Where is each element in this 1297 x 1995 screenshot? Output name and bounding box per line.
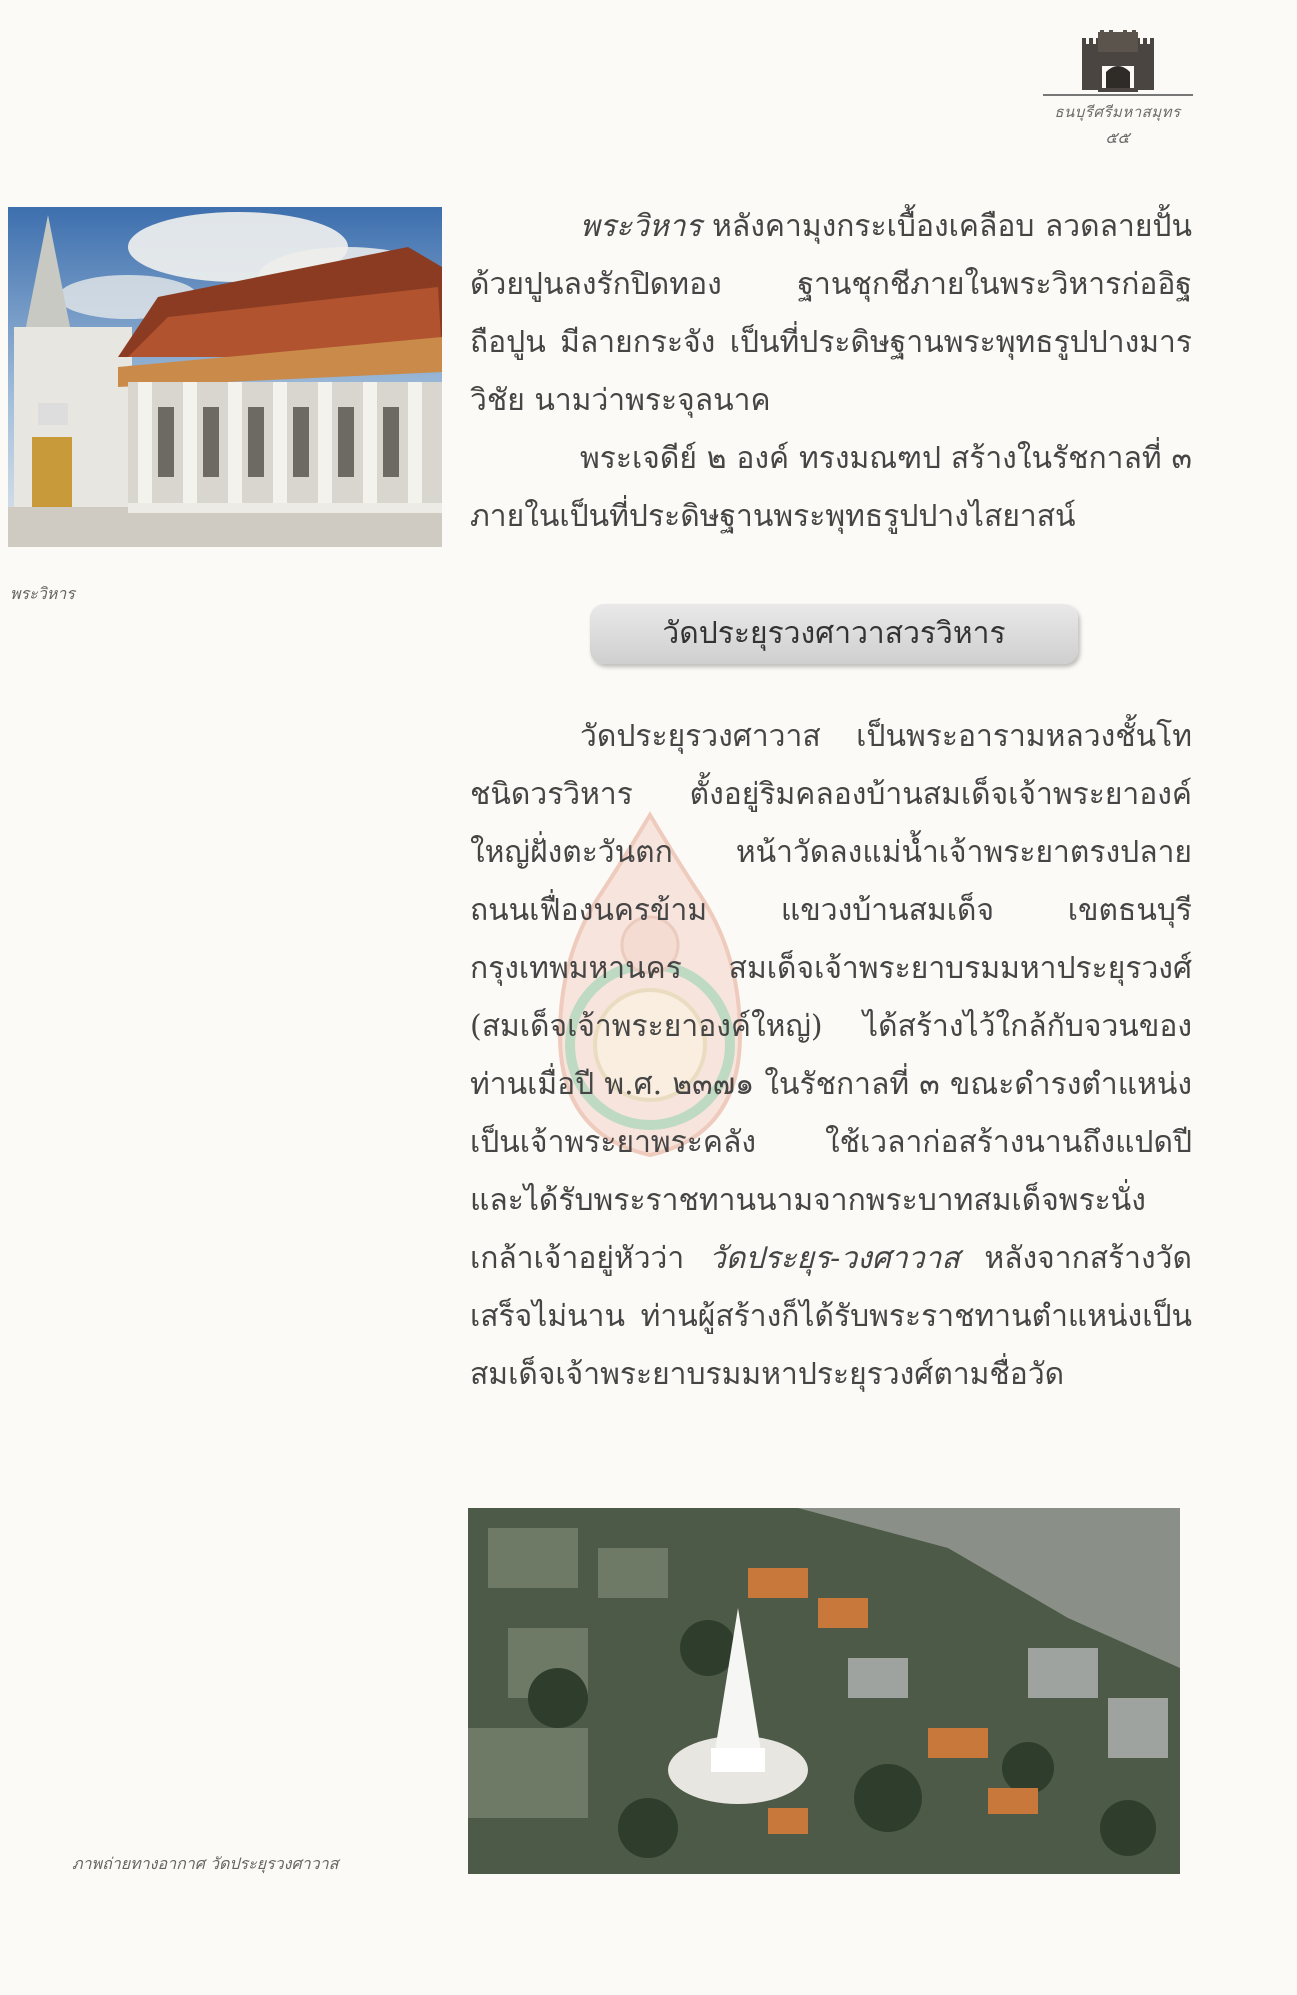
temple-name-emphasis: วัดประยุร-วงศาวาส — [708, 1241, 960, 1276]
viharn-caption: พระวิหาร — [10, 584, 75, 603]
section-text — [470, 708, 1192, 1404]
section-paragraph-part1: วัดประยุรวงศาวาส เป็นพระอารามหลวงชั้นโท ชนิดวรวิหาร ตั้งอยู่ริมคลองบ้านสมเด็จเจ้าพระยาองค์ใหญ่ฝั่งตะวันตก หน้าวัดลงแม่น้ำเจ้าพระยาตรงปลายถนนเฟื่องนครข้าม แขวงบ้านสมเด็จ เขตธนบุรี กรุงเทพมหานคร สมเด็จเจ้าพระยาบรมมหาประยุรวงศ์ (สมเด็จเจ้าพระยาองค์ใหญ่) ได้สร้างไว้ใกล้กับจวนของท่านเมื่อปี พ.ศ. ๒๓๗๑ ในรัชกาลที่ ๓ ขณะดำรงตำแหน่งเป็นเจ้าพระยาพระคลัง ใช้เวลาก่อสร้างนานถึงแปดปี และได้รับพระราชทานนามจากพระบาทสมเด็จพระนั่งเกล้าเจ้าอยู่หัวว่า — [470, 719, 1192, 1276]
section-paragraph-part2: หลังจากสร้างวัดเสร็จไม่นาน ท่านผู้สร้างก็ได้รับพระราชทานตำแหน่งเป็นสมเด็จเจ้าพระยาบรมมหาประยุรวงศ์ตามชื่อวัด — [470, 1241, 1192, 1392]
intro-paragraph-1-text: หลังคามุงกระเบื้องเคลือบ ลวดลายปั้นด้วยปูนลงรักปิดทอง ฐานชุกชีภายในพระวิหารก่ออิฐถือปูน มีลายกระจัง เป็นที่ประดิษฐานพระพุทธรูปปางมารวิชัย นามว่าพระจุลนาค — [470, 209, 1192, 418]
series-title: ธนบุรีศรีมหาสมุทร — [1054, 103, 1181, 121]
section-paragraph — [470, 708, 1192, 1404]
page-number: ๕๕ — [1105, 128, 1130, 147]
aerial-photo — [468, 1508, 1180, 1874]
header-logo — [1035, 30, 1200, 150]
city-gate-icon — [1078, 30, 1158, 92]
aerial-caption: ภาพถ่ายทางอากาศ วัดประยุรวงศาวาส — [72, 1854, 339, 1873]
viharn-photo — [8, 207, 442, 547]
intro-paragraph-1 — [470, 198, 1192, 430]
section-heading: วัดประยุรวงศาวาสวรวิหาร — [590, 604, 1078, 664]
intro-paragraph-2: พระเจดีย์ ๒ องค์ ทรงมณฑป สร้างในรัชกาลที่ ๓ ภายในเป็นที่ประดิษฐานพระพุทธรูปปางไสยาสน์ — [470, 441, 1192, 534]
intro-text — [470, 198, 1192, 546]
viharn-term: พระวิหาร — [580, 209, 702, 244]
